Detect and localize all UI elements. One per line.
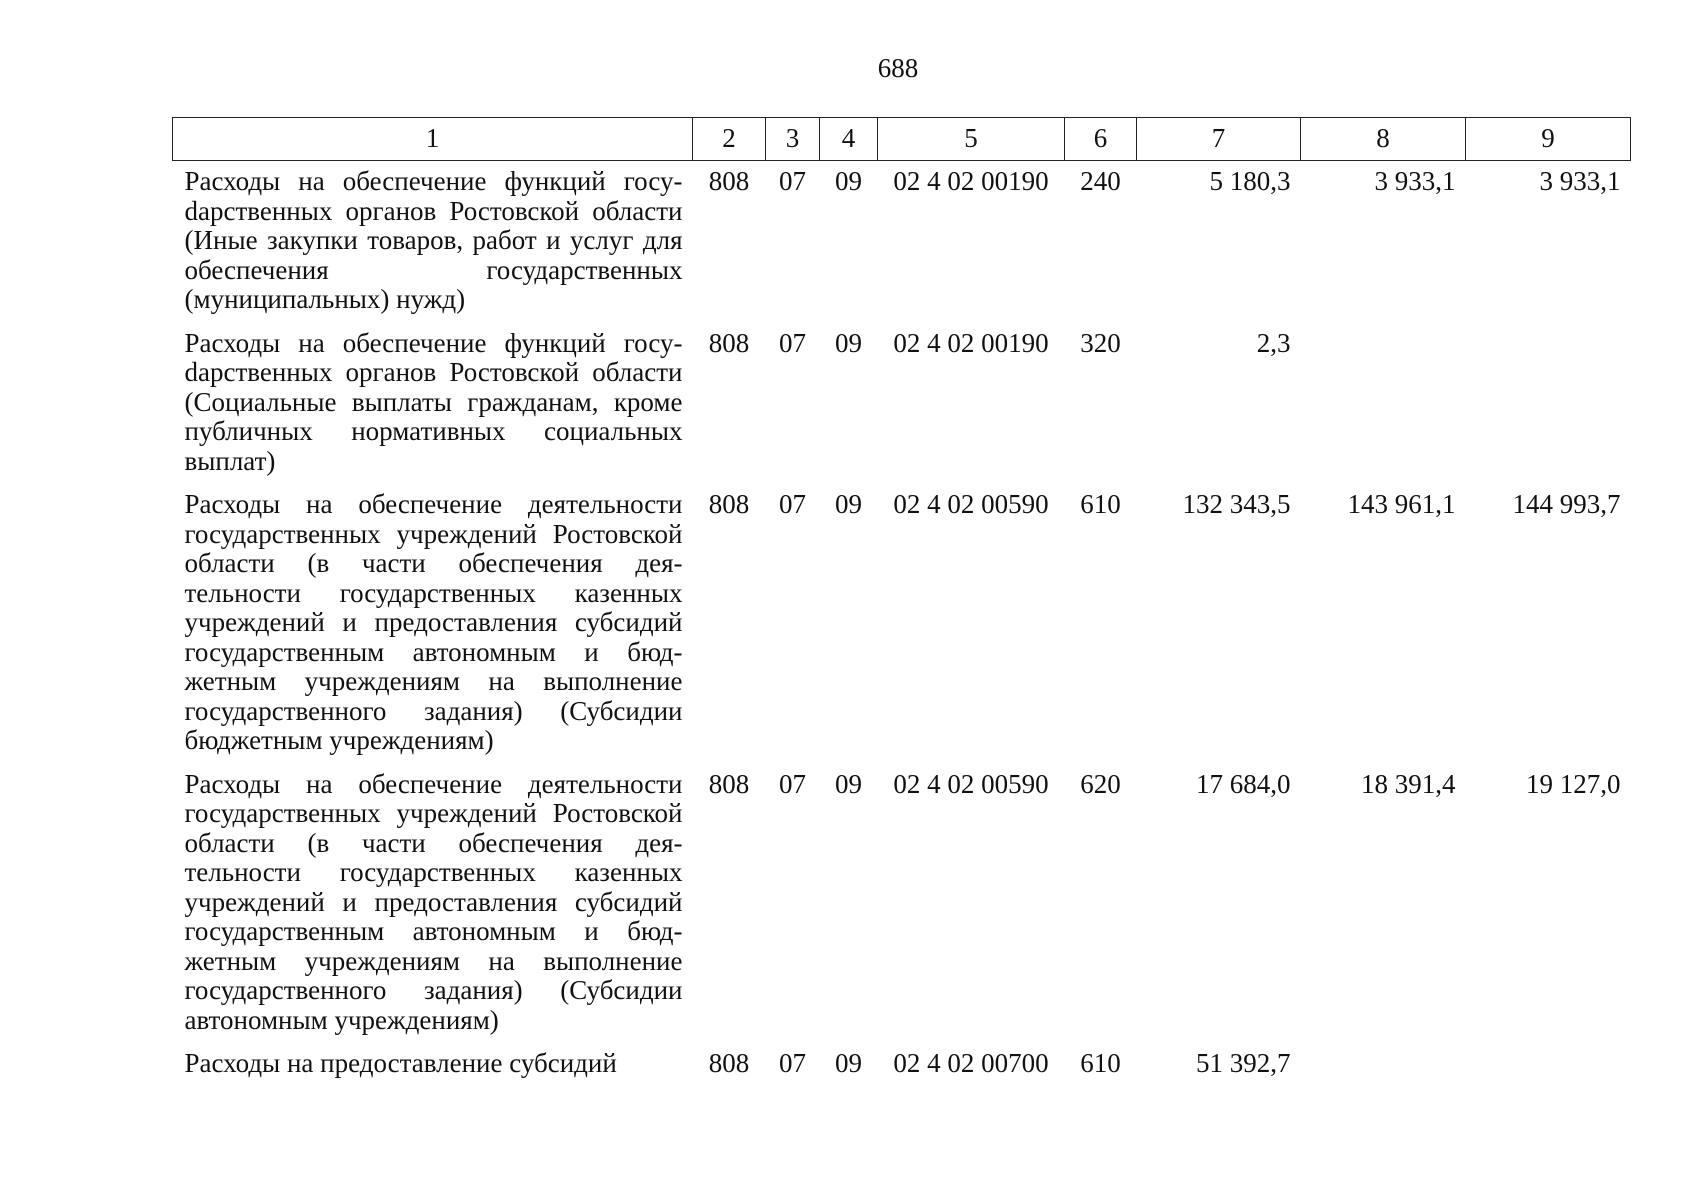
row-code-4: 09 [835,327,862,358]
row-code-6: 610 [1080,1048,1121,1078]
row-code-3: 07 [779,166,806,196]
row-description: Расходы на обеспечение функций госуdарственных органов Ростовской области (Иные закупки товаров, работ и услуг для обеспечения государственных (муниципальных) нужд) [184,166,683,314]
row-code-6: 610 [1080,489,1121,519]
row-code-5: 02 4 02 00190 [893,166,1049,196]
row-code-3: 07 [779,768,806,799]
row-code-2: 808 [708,166,750,196]
column-header-8: 8 [1301,118,1466,161]
row-code-5: 02 4 02 00190 [893,327,1049,358]
row-code-6: 620 [1080,768,1121,799]
row-code-5: 02 4 02 00700 [893,1048,1049,1078]
column-header-5: 5 [878,118,1065,161]
row-description: Расходы на обеспечение функций госуdарственных органов Ростовской области (Социальные выплаты гражданам, кроме публичных нормативных социальных выплат) [184,327,683,476]
table-row [173,1043,1631,1087]
page-number: 688 [877,53,919,83]
row-value-7: 5 180,3 [1209,166,1291,196]
column-header-2: 2 [693,118,766,161]
header-row [173,118,1631,161]
row-value-8: 18 391,4 [1361,768,1456,799]
row-value-8 [1301,1043,1466,1087]
row-code-3: 07 [779,327,806,358]
row-value-8: 143 961,1 [1347,489,1456,519]
row-value-7: 51 392,7 [1196,1048,1291,1078]
row-value-9 [1466,1043,1631,1087]
row-code-2: 808 [708,327,750,358]
table-row [173,764,1631,1044]
budget-table [172,117,1631,1087]
row-value-8 [1301,323,1466,485]
column-header-6: 6 [1065,118,1137,161]
row-code-5: 02 4 02 00590 [893,768,1049,799]
row-code-2: 808 [708,489,750,519]
row-code-4: 09 [835,1048,862,1078]
row-value-9: 19 127,0 [1526,768,1621,799]
row-value-8: 3 933,1 [1374,166,1456,196]
row-code-5: 02 4 02 00590 [893,489,1049,519]
row-value-7: 2,3 [1256,327,1291,358]
row-code-6: 240 [1080,166,1121,196]
column-header-7: 7 [1137,118,1301,161]
row-value-7: 132 343,5 [1182,489,1291,519]
row-value-7: 17 684,0 [1196,768,1291,799]
row-code-6: 320 [1080,327,1121,358]
row-code-3: 07 [779,489,806,519]
row-code-2: 808 [708,768,750,799]
row-value-9: 144 993,7 [1512,489,1621,519]
table-row [173,161,1631,323]
row-code-3: 07 [779,1048,806,1078]
row-code-4: 09 [835,768,862,799]
table-row [173,323,1631,485]
table-row [173,484,1631,764]
row-description: Расходы на обеспечение деятельности государственных учреждений Ростовской области (в части обеспечения деятельности государственных казенных учреждений и предоставления субсидий государственным автономным и бюджетным учреждениям на выполнение государственного задания) (Субсидии автономным учреждениям) [184,768,683,1035]
column-header-3: 3 [766,118,820,161]
column-header-9: 9 [1466,118,1631,161]
column-header-4: 4 [820,118,878,161]
row-value-9 [1466,323,1631,485]
row-code-4: 09 [835,489,862,519]
row-description: Расходы на предоставление субсидий [184,1048,617,1078]
column-header-1: 1 [173,118,693,161]
row-description: Расходы на обеспечение деятельности государственных учреждений Ростовской области (в части обеспечения деятельности государственных казенных учреждений и предоставления субсидий государственным автономным и бюджетным учреждениям на выполнение государственного задания) (Субсидии бюджетным учреждениям) [184,489,683,755]
row-value-9: 3 933,1 [1539,166,1621,196]
row-code-2: 808 [708,1048,750,1078]
row-code-4: 09 [835,166,862,196]
